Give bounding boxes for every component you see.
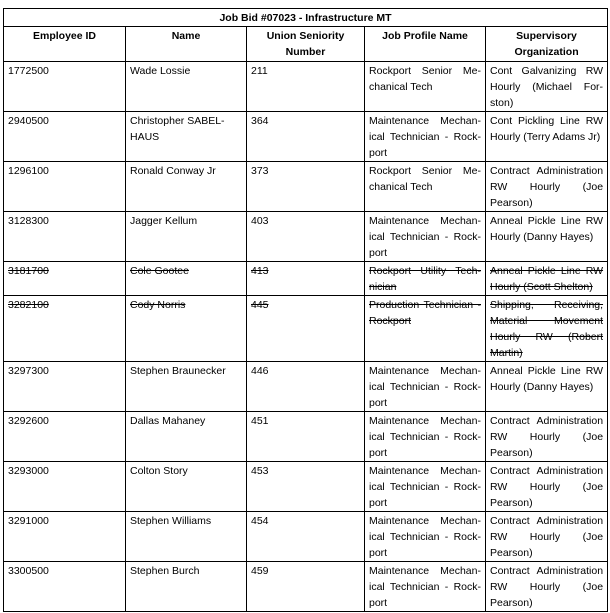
employee-id-cell: 3293000 [4,462,126,512]
name-cell: Dallas Mahaney [126,412,247,462]
table-row [4,112,608,162]
supervisory-organization-cell: Contract Administration RW Hourly (Joe Pearson) [486,462,608,512]
employee-id-cell: 3181700 [4,262,126,296]
seniority-number-cell: 364 [247,112,365,162]
table-row [4,162,608,212]
employee-id-cell: 3291000 [4,512,126,562]
table-row [4,562,608,612]
table-row [4,512,608,562]
seniority-number-cell: 373 [247,162,365,212]
name-cell: Colton Story [126,462,247,512]
supervisory-organization-cell: Anneal Pickle Line RW Hourly (Scott Shelton) [486,262,608,296]
column-header-job-profile-name: Job Profile Name [365,27,486,62]
employee-id-cell: 1772500 [4,62,126,112]
title-row [4,9,608,27]
job-profile-cell: Maintenance Mechanical Technician - Rockport [365,462,486,512]
supervisory-organization-cell: Contract Administration RW Hourly (Joe Pearson) [486,512,608,562]
seniority-number-cell: 403 [247,212,365,262]
job-profile-cell: Production Technician - Rockport [365,296,486,362]
employee-id-cell: 1296100 [4,162,126,212]
table-row [4,362,608,412]
table-row [4,212,608,262]
name-cell: Christopher SABELHAUS [126,112,247,162]
job-profile-cell: Rockport Utility Technician [365,262,486,296]
table-title: Job Bid #07023 - Infrastructure MT [4,9,608,27]
seniority-number-cell: 445 [247,296,365,362]
table-row [4,262,608,296]
supervisory-organization-cell: Shipping, Receiving, Material Movement Hourly RW (Robert Martin) [486,296,608,362]
table-body [4,62,608,612]
column-header-supervisory-organization: Supervisory Organization [486,27,608,62]
supervisory-organization-cell: Contract Administration RW Hourly (Joe Pearson) [486,412,608,462]
employee-id-cell: 3282100 [4,296,126,362]
supervisory-organization-cell: Cont Galvanizing RW Hourly (Michael Forston) [486,62,608,112]
job-bid-table [3,8,608,612]
job-profile-cell: Maintenance Mechanical Technician - Rockport [365,412,486,462]
name-cell: Stephen Burch [126,562,247,612]
supervisory-organization-cell: Anneal Pickle Line RW Hourly (Danny Hayes) [486,212,608,262]
supervisory-organization-cell: Cont Pickling Line RW Hourly (Terry Adams Jr) [486,112,608,162]
job-profile-cell: Maintenance Mechanical Technician - Rockport [365,362,486,412]
header-row [4,27,608,62]
column-header-union-seniority-number: Union Seniority Number [247,27,365,62]
employee-id-cell: 3128300 [4,212,126,262]
column-header-name: Name [126,27,247,62]
job-profile-cell: Maintenance Mechanical Technician - Rockport [365,512,486,562]
seniority-number-cell: 211 [247,62,365,112]
name-cell: Stephen Williams [126,512,247,562]
employee-id-cell: 3297300 [4,362,126,412]
table-row [4,62,608,112]
name-cell: Jagger Kellum [126,212,247,262]
employee-id-cell: 3300500 [4,562,126,612]
seniority-number-cell: 453 [247,462,365,512]
employee-id-cell: 2940500 [4,112,126,162]
seniority-number-cell: 451 [247,412,365,462]
employee-id-cell: 3292600 [4,412,126,462]
name-cell: Cody Norris [126,296,247,362]
table-row [4,296,608,362]
name-cell: Stephen Braunecker [126,362,247,412]
name-cell: Wade Lossie [126,62,247,112]
name-cell: Ronald Conway Jr [126,162,247,212]
seniority-number-cell: 446 [247,362,365,412]
table-row [4,412,608,462]
job-profile-cell: Rockport Senior Mechanical Tech [365,162,486,212]
supervisory-organization-cell: Contract Administration RW Hourly (Joe Pearson) [486,162,608,212]
job-profile-cell: Maintenance Mechanical Technician - Rockport [365,562,486,612]
job-profile-cell: Rockport Senior Mechanical Tech [365,62,486,112]
job-profile-cell: Maintenance Mechanical Technician - Rockport [365,112,486,162]
seniority-number-cell: 413 [247,262,365,296]
job-profile-cell: Maintenance Mechanical Technician - Rockport [365,212,486,262]
column-header-employee-id: Employee ID [4,27,126,62]
supervisory-organization-cell: Contract Administration RW Hourly (Joe Pearson) [486,562,608,612]
seniority-number-cell: 459 [247,562,365,612]
seniority-number-cell: 454 [247,512,365,562]
table-row [4,462,608,512]
name-cell: Cole Gootee [126,262,247,296]
supervisory-organization-cell: Anneal Pickle Line RW Hourly (Danny Hayes) [486,362,608,412]
